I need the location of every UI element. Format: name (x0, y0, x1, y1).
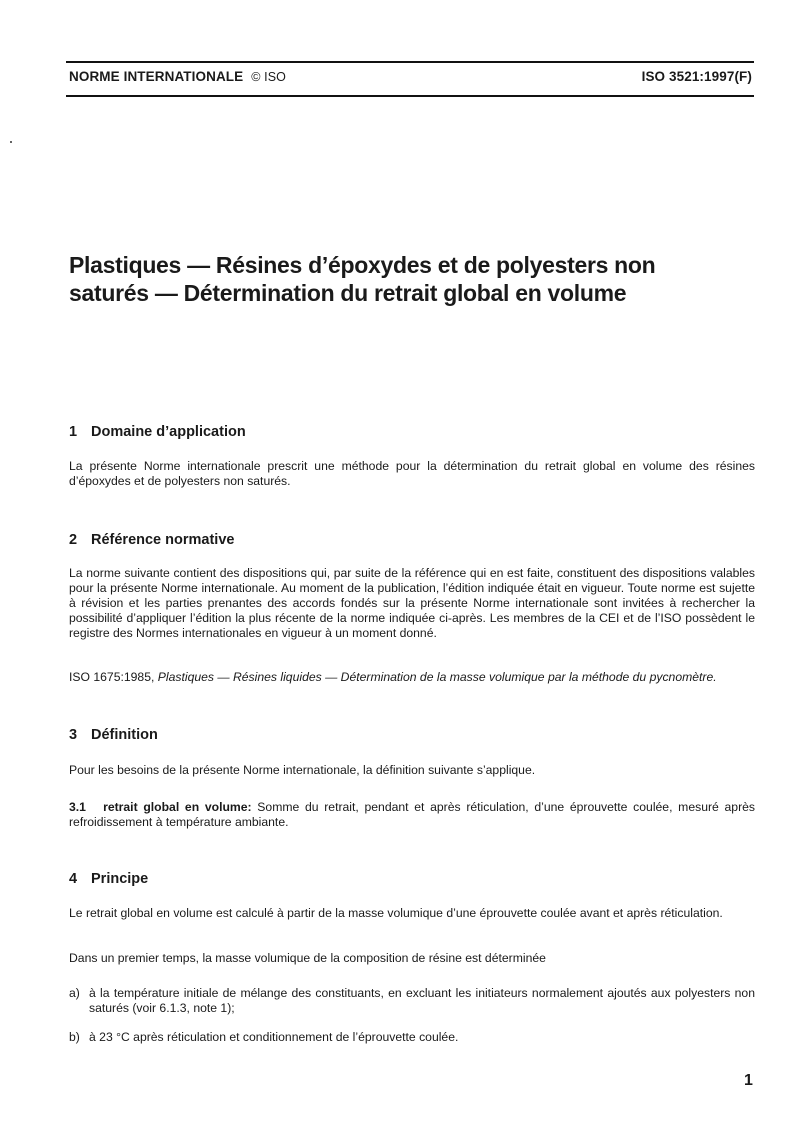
header-left (69, 69, 286, 84)
section-title: Référence normative (91, 532, 235, 548)
list-item-text: à 23 °C après réticulation et conditionnement de l’éprouvette coulée. (89, 1030, 459, 1044)
section-1-paragraph: La présente Norme internationale prescrit une méthode pour la détermination du retrait global en volume des résines d’époxydes et de polyesters non saturés. (69, 459, 755, 488)
margin-mark (10, 141, 12, 143)
list-item-text: à la température initiale de mélange des constituants, en excluant les initiateurs normalement ajoutés aux polyesters non saturés (voir 6.1.3, note 1); (89, 986, 755, 1015)
reference-code: ISO 1675:1985, (69, 670, 155, 684)
definition-text: Somme du retrait, pendant et après réticulation, d’une éprouvette coulée, mesuré après refroidissement à température ambiante. (69, 800, 756, 829)
section-title: Définition (91, 727, 158, 743)
normative-reference (69, 670, 755, 685)
list-item-b (69, 1030, 755, 1045)
title-line-2: saturés — Détermination du retrait global en volume (69, 280, 627, 306)
header-bottom-rule (66, 95, 754, 97)
list-marker: b) (69, 1030, 80, 1044)
section-title: Principe (91, 871, 149, 887)
section-number: 2 (69, 532, 78, 548)
section-title: Domaine d’application (91, 424, 246, 440)
section-3-heading (69, 727, 158, 743)
section-2-paragraph: La norme suivante contient des dispositions qui, par suite de la référence qui en est faite, constituent des dispositions valables pour la présente Norme internationale. Au moment de la publication, l’édition indiquée était en vigueur. Toute norme est sujette à révision et les parties prenantes des accords fondés sur la présente Norme internationale sont invitées à rechercher la possibilité d’appliquer l’édition la plus récente de la norme indiquée ci-après. Les membres de la CEI et de l’ISO possèdent le registre des Normes internationales en vigueur à un moment donné. (69, 566, 755, 640)
list-item-a (69, 986, 755, 1016)
definition-3-1 (69, 800, 755, 830)
section-3-paragraph: Pour les besoins de la présente Norme internationale, la définition suivante s’applique. (69, 763, 536, 777)
definition-term: retrait global en volume: (103, 800, 252, 814)
section-number: 4 (69, 871, 78, 887)
title-line-1: Plastiques — Résines d’époxydes et de polyesters non (69, 252, 656, 278)
definition-number: 3.1 (69, 800, 86, 814)
list-marker: a) (69, 986, 80, 1000)
section-2-heading (69, 532, 234, 548)
standard-number: ISO 3521:1997(F) (641, 69, 752, 84)
document-title (69, 251, 749, 307)
section-4-paragraph-2: Dans un premier temps, la masse volumique de la composition de résine est déterminée (69, 951, 546, 965)
section-number: 1 (69, 424, 78, 440)
standard-type: NORME INTERNATIONALE (69, 69, 244, 84)
copyright-iso: © ISO (251, 70, 286, 84)
section-1-heading (69, 424, 246, 440)
section-4-paragraph-1: Le retrait global en volume est calculé à partir de la masse volumique d’une éprouvette coulée avant et après réticulation. (69, 906, 723, 920)
header-top-rule (66, 61, 754, 63)
page-number: 1 (744, 1072, 753, 1089)
section-number: 3 (69, 727, 78, 743)
reference-title: Plastiques — Résines liquides — Détermination de la masse volumique par la méthode du pycnomètre. (157, 670, 717, 684)
section-4-heading (69, 871, 148, 887)
